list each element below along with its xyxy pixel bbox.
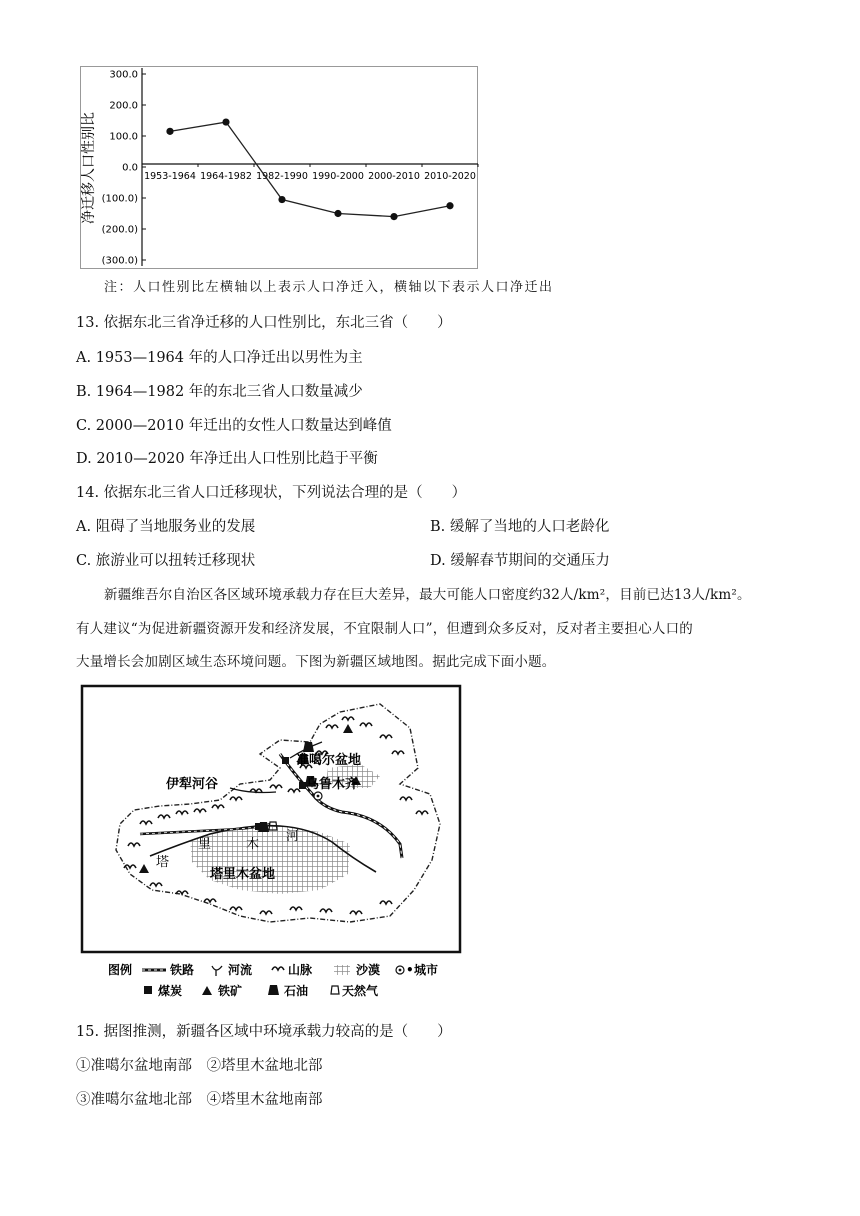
data-point	[390, 213, 397, 220]
label-tarim-basin: 塔里木盆地	[210, 867, 276, 882]
legend-city: 城市	[414, 963, 439, 977]
label-urumqi: 乌鲁木齐	[306, 777, 359, 792]
legend-iron: 铁矿	[218, 984, 243, 998]
x-tick-label: 1964-1982	[200, 171, 252, 182]
passage-line-2: 有人建议“为促进新疆资源开发和经济发展，不宜限制人口”，但遭到众多反对，反对者主要担心人口的	[76, 621, 694, 637]
y-tick-label: (200.0)	[101, 224, 138, 236]
chart-container	[80, 60, 480, 270]
y-tick-label: 200.0	[109, 100, 138, 112]
q15-options-line-2[interactable]: ③准噶尔盆地北部 ④塔里木盆地南部	[76, 1092, 323, 1108]
label-he: 河	[286, 829, 300, 844]
passage-line-3: 大量增长会加剧区域生态环境问题。下图为新疆区域地图。据此完成下面小题。	[76, 654, 556, 670]
data-point	[334, 210, 341, 217]
label-ta: 塔	[156, 855, 170, 870]
y-axis-label: 净迁移人口性别比	[81, 112, 97, 224]
q14-option-c[interactable]: C. 旅游业可以扭转迁移现状	[76, 553, 256, 569]
q14-stem: 14. 依据东北三省人口迁移现状，下列说法合理的是（ ）	[76, 485, 467, 501]
q13-stem: 13. 依据东北三省净迁移的人口性别比，东北三省（ ）	[76, 315, 452, 331]
data-point	[278, 196, 285, 203]
coal-symbol	[282, 757, 289, 764]
x-tick-label: 2010-2020	[424, 171, 476, 182]
svg-text:•: •	[406, 963, 414, 977]
sex-ratio-line-chart	[80, 60, 480, 270]
label-li: 里	[198, 837, 212, 852]
y-tick-label: 0.0	[122, 162, 138, 174]
q15-stem: 15. 据图推测，新疆各区域中环境承载力较高的是（ ）	[76, 1024, 452, 1040]
q13-option-c[interactable]: C. 2000—2010 年迁出的女性人口数量达到峰值	[76, 418, 392, 434]
q14-option-d[interactable]: D. 缓解春节期间的交通压力	[430, 553, 610, 569]
legend-coal: 煤炭	[158, 984, 183, 998]
q14-option-a[interactable]: A. 阻碍了当地服务业的发展	[76, 519, 256, 535]
xinjiang-map	[80, 684, 470, 1004]
y-tick-label: (100.0)	[101, 193, 138, 205]
q15-options-line-1[interactable]: ①准噶尔盆地南部 ②塔里木盆地北部	[76, 1058, 323, 1074]
y-tick-label: 100.0	[109, 131, 138, 143]
q14-option-b[interactable]: B. 缓解了当地的人口老龄化	[430, 519, 610, 535]
map-legend	[108, 962, 438, 998]
x-tick-label: 2000-2010	[368, 171, 420, 182]
x-tick-label: 1953-1964	[144, 171, 196, 182]
legend-river: 河流	[228, 963, 253, 977]
x-tick-label: 1982-1990	[256, 171, 308, 182]
q13-option-b[interactable]: B. 1964—1982 年的东北三省人口数量减少	[76, 384, 363, 400]
legend-railway: 铁路	[170, 963, 195, 977]
legend-desert: 沙漠	[356, 963, 381, 977]
legend-title: 图例	[108, 963, 133, 977]
data-point	[222, 118, 229, 125]
legend-oil: 石油	[284, 984, 309, 998]
q13-option-a[interactable]: A. 1953—1964 年的人口净迁出以男性为主	[76, 350, 363, 366]
y-tick-label: 300.0	[109, 69, 138, 81]
series-line	[170, 122, 450, 217]
q13-option-d[interactable]: D. 2010—2020 年净迁出人口性别比趋于平衡	[76, 451, 378, 467]
y-tick-label: (300.0)	[101, 255, 138, 267]
chart-note: 注：人口性别比左横轴以上表示人口净迁入，横轴以下表示人口净迁出	[104, 280, 554, 295]
x-tick-label: 1990-2000	[312, 171, 364, 182]
label-yili: 伊犁河谷	[166, 777, 219, 792]
legend-gas: 天然气	[342, 984, 379, 998]
passage-line-1: 新疆维吾尔自治区各区域环境承载力存在巨大差异，最大可能人口密度约32人/km²，目前已达13人/km²。	[104, 587, 751, 603]
label-junggar: 准噶尔盆地	[296, 753, 362, 768]
legend-mountain: 山脉	[288, 963, 313, 977]
data-point	[166, 128, 173, 135]
data-point	[446, 202, 453, 209]
label-mu: 木	[246, 837, 260, 852]
